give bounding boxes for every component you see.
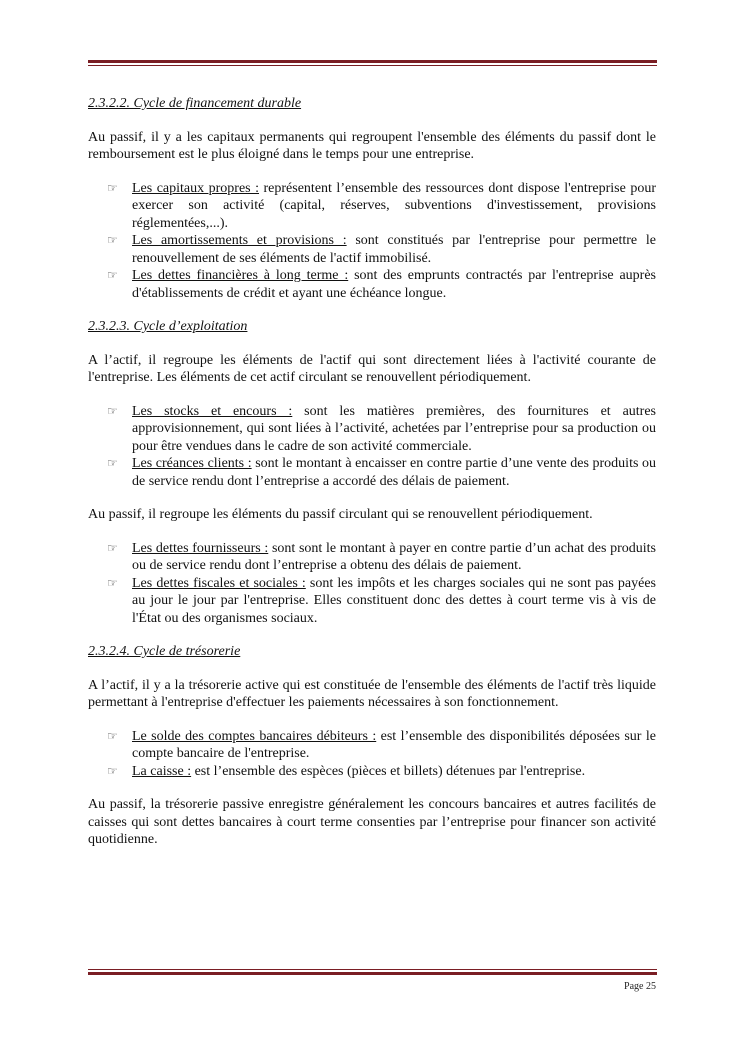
- pointing-hand-icon: ☞: [107, 456, 118, 470]
- list-item: [88, 540, 656, 575]
- section-heading: 2.3.2.4. Cycle de trésorerie: [88, 644, 241, 659]
- list-item-term: La caisse :: [132, 763, 192, 779]
- list-item: [88, 180, 656, 233]
- footer-rule: [88, 969, 657, 975]
- paragraph: Au passif, il y a les capitaux permanents qui regroupent l'ensemble des éléments du passif dont le remboursement est le plus éloigné dans le temps pour une entreprise.: [88, 129, 656, 162]
- list-item-text: sont constitués par l'entreprise pour permettre le renouvellement de ses éléments de l'actif immobilisé.: [132, 233, 656, 266]
- page-number: Page 25: [624, 981, 656, 992]
- header-rule: [88, 60, 657, 66]
- pointing-hand-icon: ☞: [107, 575, 118, 590]
- paragraph: A l’actif, il y a la trésorerie active qui est constituée de l'ensemble des éléments de l'actif très liquide permettant à l'entreprise d'effectuer les paiements nécessaires à son fonctionnement.: [88, 677, 656, 710]
- pointing-hand-icon: ☞: [107, 763, 118, 778]
- bullet-list: [88, 180, 656, 303]
- list-item-term: Les dettes financières à long terme :: [132, 268, 349, 283]
- list-item-text: sont le montant à encaisser en contre partie d’une vente des produits ou de service rendu dont l’entreprise a accordé des délais de paiement.: [132, 456, 657, 489]
- paragraph: Au passif, il regroupe les éléments du passif circulant qui se renouvellent périodiquement.: [88, 507, 593, 522]
- pointing-hand-icon: ☞: [107, 233, 118, 247]
- pointing-hand-icon: ☞: [107, 403, 118, 418]
- list-item-text: sont les matières premières, des fournitures et autres approvisionnement, qui sont liées à l’activité, achetées par l’entreprise pour sa production ou pour être vendues dans le cadre de son activité commerciale.: [132, 403, 657, 454]
- list-item-text: est l’ensemble des espèces (pièces et billets) détenues par l'entreprise.: [191, 763, 586, 779]
- list-item-text: est l’ensemble des disponibilités déposées sur le compte bancaire de l'entreprise.: [132, 728, 656, 761]
- bullet-list: [88, 540, 656, 628]
- bullet-list: [88, 403, 656, 491]
- list-item-term: Les dettes fournisseurs :: [132, 540, 269, 556]
- list-item: [88, 267, 656, 302]
- list-item: [88, 575, 656, 628]
- paragraph: Au passif, la trésorerie passive enregistre généralement les concours bancaires et autres facilités de caisses qui sont dettes bancaires à court terme consenties par l’entreprise pour financer son activité quotidienne.: [88, 797, 656, 847]
- list-item: [88, 455, 656, 490]
- list-item-text: sont les impôts et les charges sociales qui ne sont pas payées au jour le jour par l'entreprise. Elles constituent donc des dettes à court terme vis à vis de l'État ou des organismes sociaux.: [132, 575, 656, 626]
- list-item-text: représentent l’ensemble des ressources dont dispose l'entreprise pour exercer son activité (capital, réserves, subventions d'investissement, provisions réglementées,...).: [132, 180, 656, 231]
- pointing-hand-icon: ☞: [107, 268, 118, 282]
- pointing-hand-icon: ☞: [107, 180, 118, 195]
- list-item: [88, 763, 656, 781]
- list-item-text: sont des emprunts contractés par l'entreprise auprès d'établissements de crédit et ayant une échéance longue.: [132, 268, 657, 301]
- list-item-term: Les créances clients :: [132, 456, 252, 471]
- document-body: [88, 95, 656, 865]
- list-item: [88, 403, 656, 456]
- pointing-hand-icon: ☞: [107, 540, 118, 555]
- list-item-text: sont sont le montant à payer en contre partie d’un achat des produits ou de service rendu dont l’entreprise a obtenu des délais de paiement.: [132, 540, 656, 573]
- list-item: [88, 232, 656, 267]
- bullet-list: [88, 728, 656, 781]
- section-heading: 2.3.2.3. Cycle d’exploitation: [88, 319, 248, 334]
- list-item-term: Les amortissements et provisions :: [132, 233, 347, 248]
- list-item-term: Les dettes fiscales et sociales :: [132, 575, 306, 591]
- section-heading: 2.3.2.2. Cycle de financement durable: [88, 96, 302, 111]
- pointing-hand-icon: ☞: [107, 728, 118, 743]
- list-item-term: Les capitaux propres :: [132, 180, 260, 196]
- paragraph: A l’actif, il regroupe les éléments de l'actif qui sont directement liées à l'activité courante de l'entreprise. Les éléments de cet actif circulant se renouvellent périodiquement.: [88, 352, 656, 385]
- list-item: [88, 728, 656, 763]
- list-item-term: Les stocks et encours :: [132, 403, 293, 419]
- list-item-term: Le solde des comptes bancaires débiteurs :: [132, 728, 377, 744]
